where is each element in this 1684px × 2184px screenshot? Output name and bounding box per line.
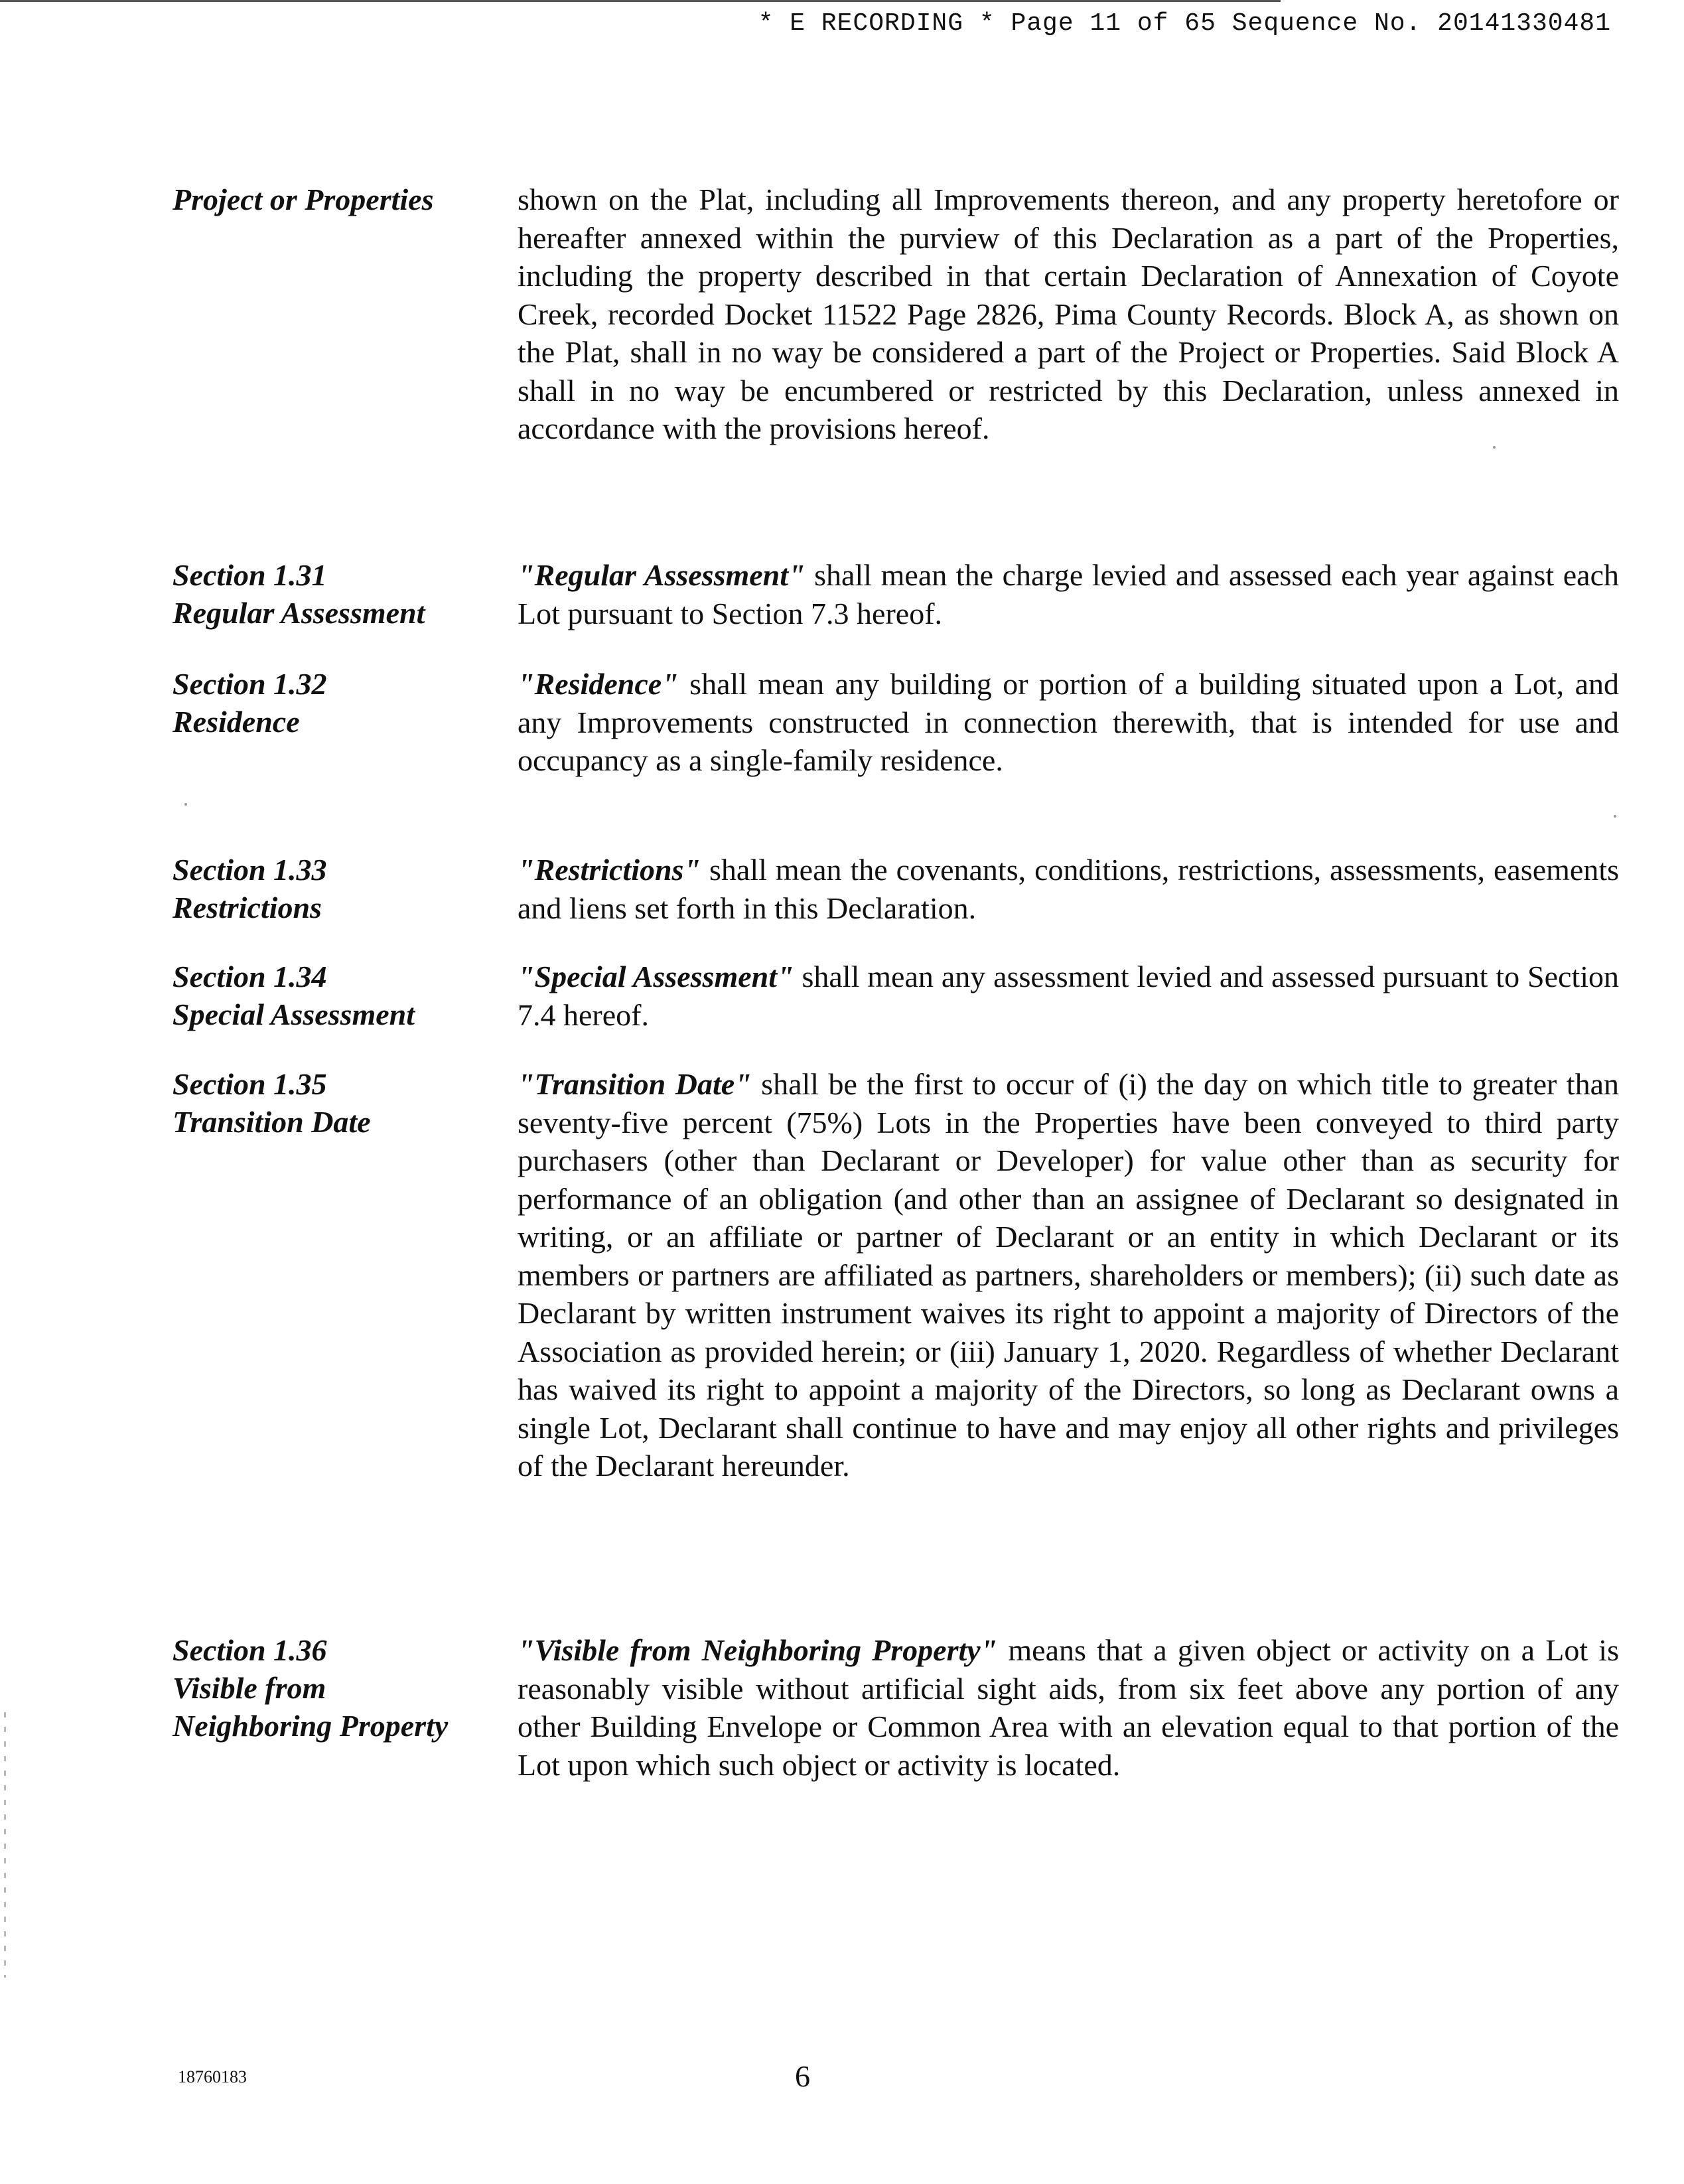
definition-text: [518, 1065, 1619, 1485]
definition-text: [518, 556, 1619, 632]
section-title: Visible from: [173, 1671, 326, 1705]
scan-speck: [1614, 815, 1616, 818]
definition-body: shall be the first to occur of (i) the day on which title to greater than seventy-five percent (75%) Lots in the Properties have been conveyed to third party purchasers (other than Declarant or Developer) for value other than as security for performance of an obligation (and other than an assignee of Declarant so designated in writing, or an affiliate or partner of Declarant or an entity in which Declarant or its members or partners are affiliated as partners, shareholders or members); (ii) such date as Declarant by written instrument waives its right to appoint a majority of Directors of the Association as provided herein; or (iii) January 1, 2020. Regardless of whether Declarant has waived its right to appoint a majority of the Directors, so long as Declarant owns a single Lot, Declarant shall continue to have and may enjoy all other rights and privileges of the Declarant hereunder.: [518, 1067, 1619, 1483]
document-id: 18760183: [178, 2067, 247, 2086]
scan-speck: [1493, 446, 1496, 449]
section-title: Residence: [173, 705, 300, 739]
definition-body: shall mean any assessment levied and assessed pursuant to Section 7.4 hereof.: [518, 960, 1619, 1032]
defined-term: "Special Assessment": [518, 960, 794, 993]
definition-body: shown on the Plat, including all Improvements thereon, and any property heretofore or hereafter annexed within the purview of this Declaration as a part of the Properties, including the property described in that certain Declaration of Annexation of Coyote Creek, recorded Docket 11522 Page 2826, Pima County Records. Block A, as shown on the Plat, shall in no way be considered a part of the Project or Properties. Said Block A shall in no way be encumbered or restricted by this Declaration, unless annexed in accordance with the provisions hereof.: [518, 182, 1619, 445]
definition-text: [518, 1631, 1619, 1784]
section-number: Section 1.32: [173, 667, 327, 701]
page-number: 6: [795, 2059, 810, 2093]
section-number: Section 1.33: [173, 853, 327, 887]
section-title: Special Assessment: [173, 997, 415, 1031]
definition-text: [518, 181, 1619, 448]
section-number: Section 1.34: [173, 960, 327, 993]
recording-header: * E RECORDING * Page 11 of 65 Sequence No. 20141330481: [758, 9, 1611, 38]
section-title: Transition Date: [173, 1105, 371, 1139]
defined-term: "Transition Date": [518, 1067, 752, 1101]
definition-label: [173, 556, 504, 632]
definition-text: [518, 665, 1619, 780]
section-title-continued: Neighboring Property: [173, 1709, 449, 1743]
scan-speck: [184, 803, 187, 806]
definition-label: [173, 1065, 504, 1141]
section-number: Section 1.36: [173, 1633, 327, 1667]
definition-body: shall mean the covenants, conditions, restrictions, assessments, easements and liens set forth in this Declaration.: [518, 853, 1619, 925]
definition-label: [173, 851, 504, 926]
definition-label: [173, 958, 504, 1033]
section-title: Restrictions: [173, 891, 322, 924]
definition-text: [518, 958, 1619, 1034]
section-title: Regular Assessment: [173, 596, 425, 630]
definition-text: [518, 851, 1619, 927]
definition-body: shall mean the charge levied and assessed each year against each Lot pursuant to Section 7.3 hereof.: [518, 558, 1619, 630]
defined-term: "Restrictions": [518, 853, 701, 887]
label-line: Project or Properties: [173, 182, 434, 216]
section-number: Section 1.31: [173, 558, 327, 592]
section-number: Section 1.35: [173, 1067, 327, 1101]
top-rule: [0, 0, 1281, 2]
definition-label: [173, 1631, 504, 1745]
scan-edge-artifact: [4, 1712, 6, 1978]
definition-body: means that a given object or activity on a Lot is reasonably visible without artificial sight aids, from six feet above any portion of any other Building Envelope or Common Area with an elevation equal to that portion of the Lot upon which such object or activity is located.: [518, 1633, 1619, 1782]
definition-body: shall mean any building or portion of a building situated upon a Lot, and any Improvements constructed in connection therewith, that is intended for use and occupancy as a single-family residence.: [518, 667, 1619, 777]
defined-term: "Residence": [518, 667, 679, 701]
defined-term: "Regular Assessment": [518, 558, 806, 592]
definition-label: [173, 181, 504, 218]
definition-label: [173, 665, 504, 741]
defined-term: "Visible from Neighboring Property": [518, 1633, 998, 1667]
